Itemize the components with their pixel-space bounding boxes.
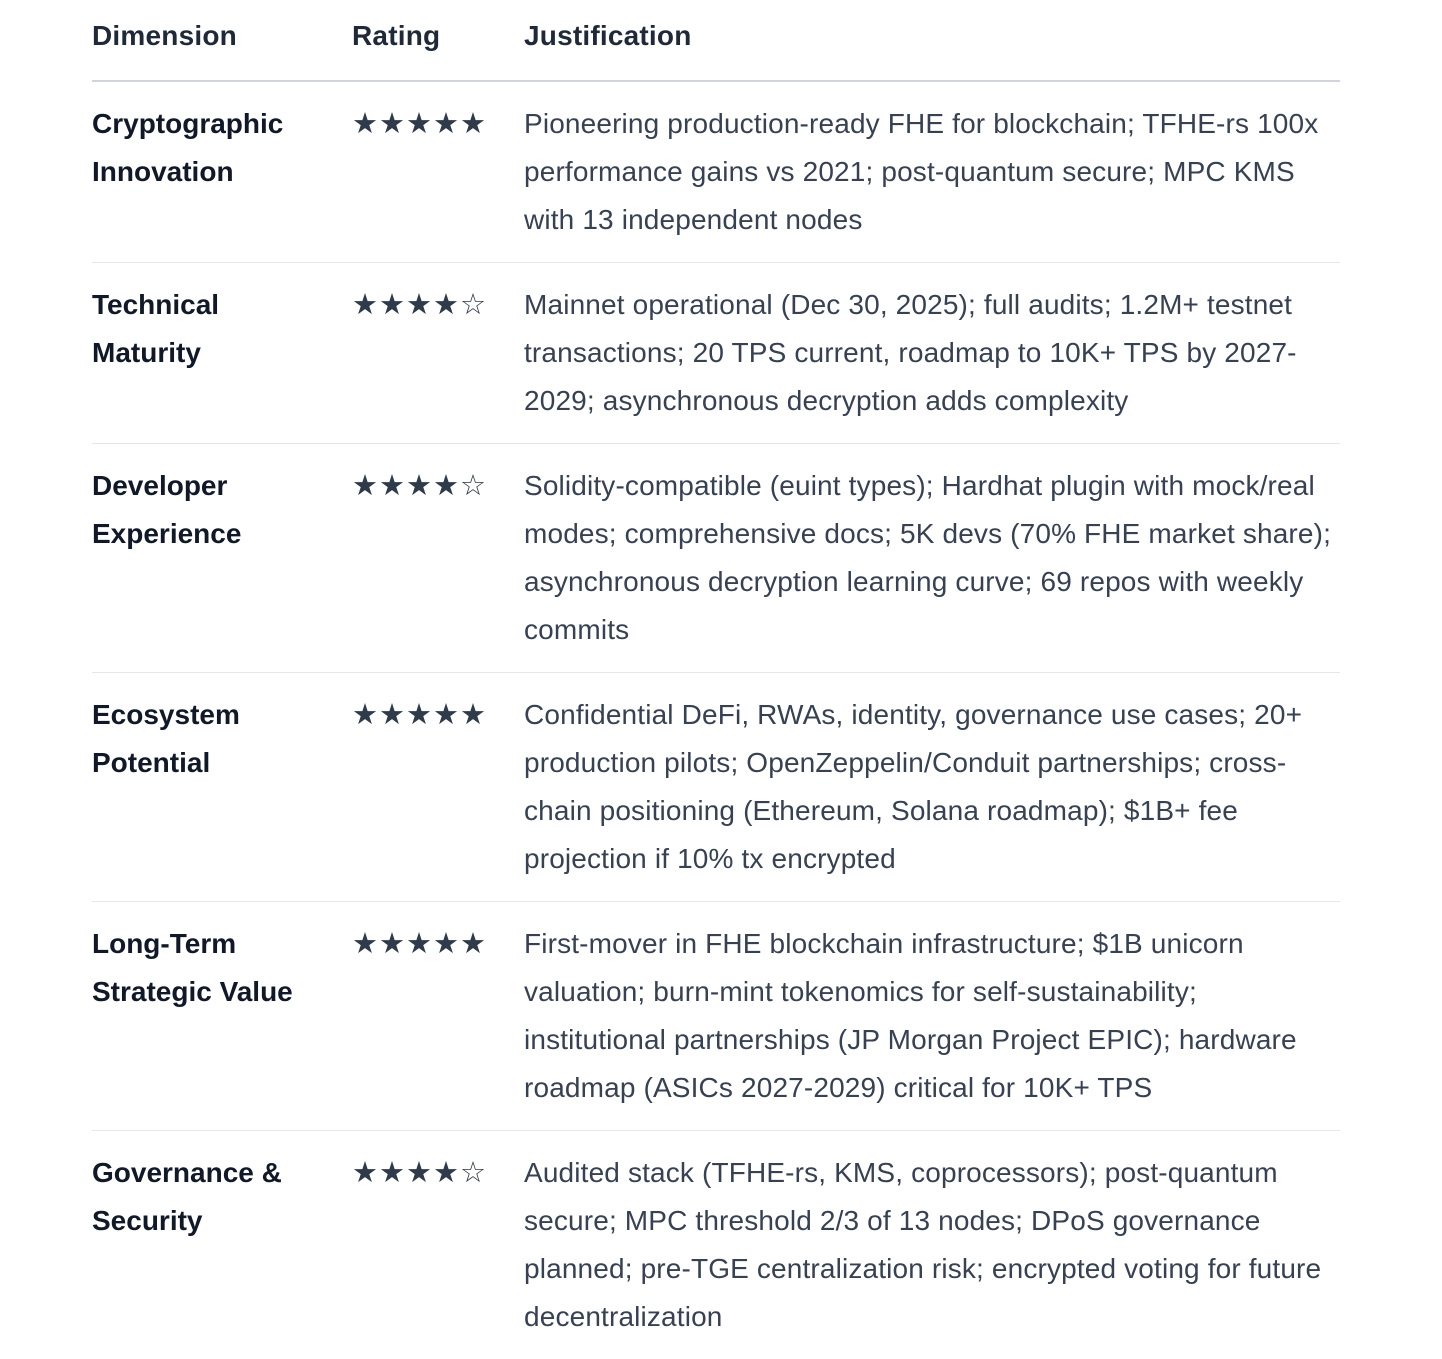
assessment-table xyxy=(92,0,1340,1359)
row-dimension: Cryptographic Innovation xyxy=(92,81,352,263)
header-row xyxy=(92,0,1340,81)
row-justification: Confidential DeFi, RWAs, identity, governance use cases; 20+ production pilots; OpenZeppelin/Conduit partnerships; cross-chain positioning (Ethereum, Solana roadmap); $1B+ fee projection if 10% tx encrypted xyxy=(524,673,1340,902)
star-rating: ★★★★★ xyxy=(352,902,524,1131)
row-dimension: Developer Experience xyxy=(92,444,352,673)
table-body xyxy=(92,81,1340,1359)
star-rating: ★★★★☆ xyxy=(352,444,524,673)
header-justification: Justification xyxy=(524,0,1340,81)
star-rating: ★★★★★ xyxy=(352,673,524,902)
table-row xyxy=(92,673,1340,902)
row-dimension: Technical Maturity xyxy=(92,263,352,444)
header-dimension: Dimension xyxy=(92,0,352,81)
row-dimension: Governance & Security xyxy=(92,1131,352,1359)
table-header xyxy=(92,0,1340,81)
table-row xyxy=(92,263,1340,444)
star-rating: ★★★★☆ xyxy=(352,1131,524,1359)
row-dimension: Long-Term Strategic Value xyxy=(92,902,352,1131)
table-row xyxy=(92,1131,1340,1359)
star-rating: ★★★★★ xyxy=(352,81,524,263)
row-justification: Mainnet operational (Dec 30, 2025); full audits; 1.2M+ testnet transactions; 20 TPS current, roadmap to 10K+ TPS by 2027-2029; asynchronous decryption adds complexity xyxy=(524,263,1340,444)
table-row xyxy=(92,81,1340,263)
table-row xyxy=(92,902,1340,1131)
assessment-table-container xyxy=(92,0,1340,1359)
row-justification: Solidity-compatible (euint types); Hardhat plugin with mock/real modes; comprehensive docs; 5K devs (70% FHE market share); asynchronous decryption learning curve; 69 repos with weekly commits xyxy=(524,444,1340,673)
header-rating: Rating xyxy=(352,0,524,81)
table-row xyxy=(92,444,1340,673)
row-dimension: Ecosystem Potential xyxy=(92,673,352,902)
row-justification: First-mover in FHE blockchain infrastructure; $1B unicorn valuation; burn-mint tokenomics for self-sustainability; institutional partnerships (JP Morgan Project EPIC); hardware roadmap (ASICs 2027-2029) critical for 10K+ TPS xyxy=(524,902,1340,1131)
row-justification: Audited stack (TFHE-rs, KMS, coprocessors); post-quantum secure; MPC threshold 2/3 of 13 nodes; DPoS governance planned; pre-TGE centralization risk; encrypted voting for future decentralization xyxy=(524,1131,1340,1359)
star-rating: ★★★★☆ xyxy=(352,263,524,444)
row-justification: Pioneering production-ready FHE for blockchain; TFHE-rs 100x performance gains vs 2021; post-quantum secure; MPC KMS with 13 independent nodes xyxy=(524,81,1340,263)
